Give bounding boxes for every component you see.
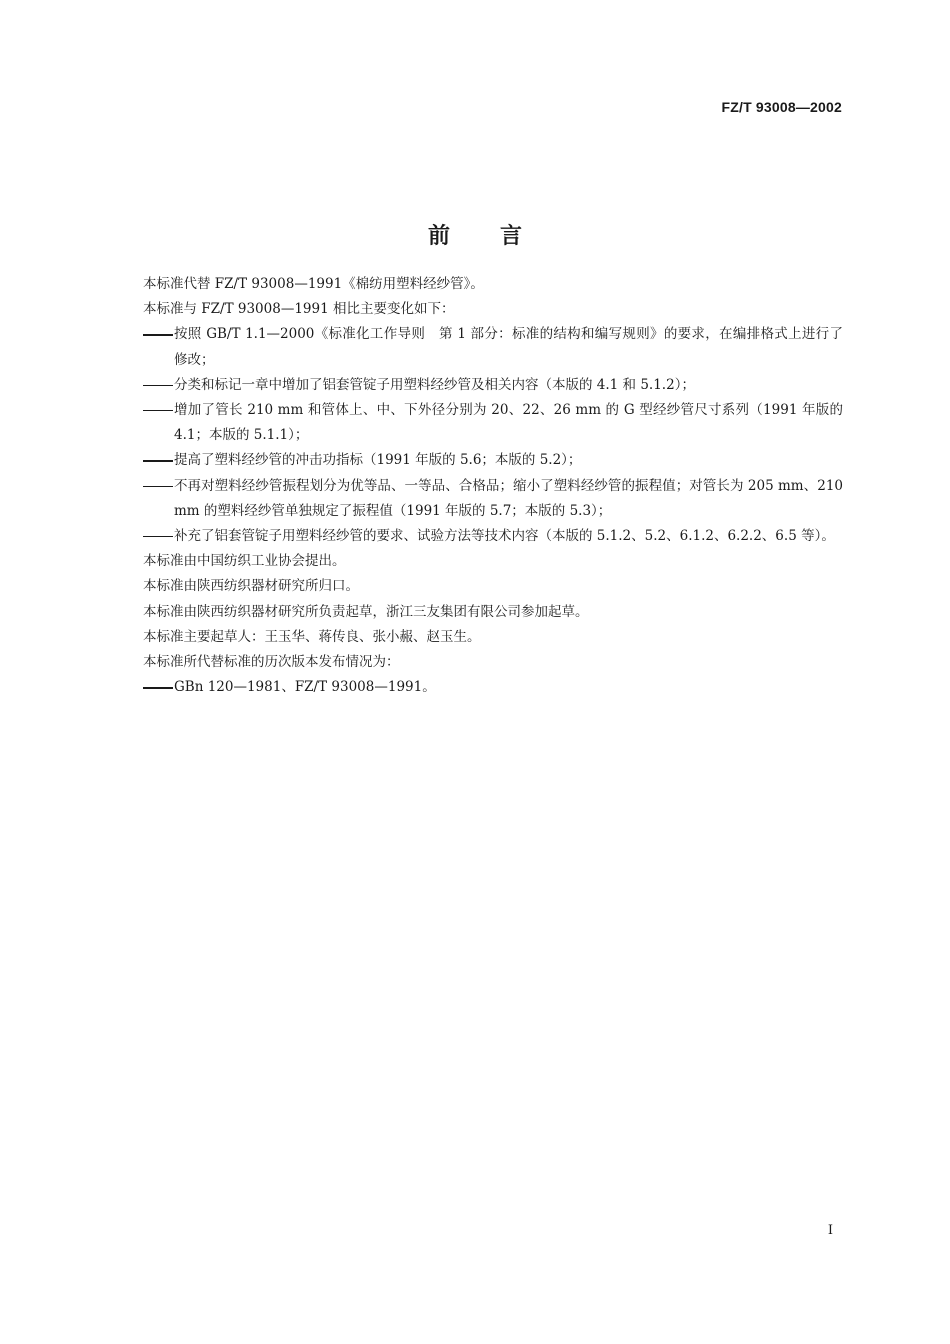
change-item-text: 补充了铝套管锭子用塑料经纱管的要求、试验方法等技术内容（本版的 5.1.2、5.2、6.1.2、6.2.2、6.5 等）。 bbox=[174, 528, 835, 545]
dash-bullet bbox=[143, 322, 174, 347]
dash-bullet bbox=[143, 524, 174, 549]
list-item bbox=[143, 398, 843, 448]
list-item bbox=[143, 373, 843, 398]
list-item bbox=[143, 474, 843, 524]
change-item-text: 增加了管长 210 mm 和管体上、中、下外径分别为 20、22、26 mm 的 G 型经纱管尺寸系列（1991 年版的 4.1；本版的 5.1.1）； bbox=[174, 402, 843, 444]
page-title: 前言 bbox=[427, 224, 572, 249]
dash-bullet bbox=[143, 448, 174, 473]
page-number: I bbox=[827, 1223, 833, 1238]
compare-statement: 本标准与 FZ/T 93008—1991 相比主要变化如下： bbox=[143, 301, 455, 318]
foreword-body bbox=[143, 272, 843, 700]
dash-bullet bbox=[143, 474, 174, 499]
dash-bullet bbox=[143, 675, 174, 700]
list-item bbox=[143, 448, 843, 473]
main-drafters: 本标准主要起草人：王玉华、蒋传良、张小赧、赵玉生。 bbox=[143, 628, 481, 645]
change-item-text: 按照 GB/T 1.1—2000《标准化工作导则 第 1 部分：标准的结构和编写规则》的要求，在编排格式上进行了修改； bbox=[174, 326, 843, 368]
replace-statement: 本标准代替 FZ/T 93008—1991《棉纺用塑料经纱管》。 bbox=[143, 276, 484, 292]
list-item bbox=[143, 524, 843, 549]
change-item-text: 分类和标记一章中增加了铝套管锭子用塑料经纱管及相关内容（本版的 4.1 和 5.1.2）； bbox=[174, 376, 695, 393]
list-item bbox=[143, 675, 843, 700]
list-item bbox=[143, 322, 843, 372]
history-item-text: GBn 120—1981、FZ/T 93008—1991。 bbox=[174, 679, 436, 696]
change-item-text: 提高了塑料经纱管的冲击功指标（1991 年版的 5.6；本版的 5.2）； bbox=[174, 452, 582, 469]
dash-bullet bbox=[143, 398, 174, 423]
drafted-by: 本标准由陕西纺织器材研究所负责起草，浙江三友集团有限公司参加起草。 bbox=[143, 603, 589, 620]
standard-code: FZ/T 93008—2002 bbox=[721, 99, 842, 115]
proposed-by: 本标准由中国纺织工业协会提出。 bbox=[143, 553, 346, 570]
centralized-by: 本标准由陕西纺织器材研究所归口。 bbox=[143, 578, 359, 595]
dash-bullet bbox=[143, 373, 174, 398]
history-intro: 本标准所代替标准的历次版本发布情况为： bbox=[143, 654, 400, 671]
change-item-text: 不再对塑料经纱管振程划分为优等品、一等品、合格品；缩小了塑料经纱管的振程值；对管长为 205 mm、210 mm 的塑料经纱管单独规定了振程值（1991 年版的 5.7；本版的 5.3）； bbox=[174, 477, 843, 519]
